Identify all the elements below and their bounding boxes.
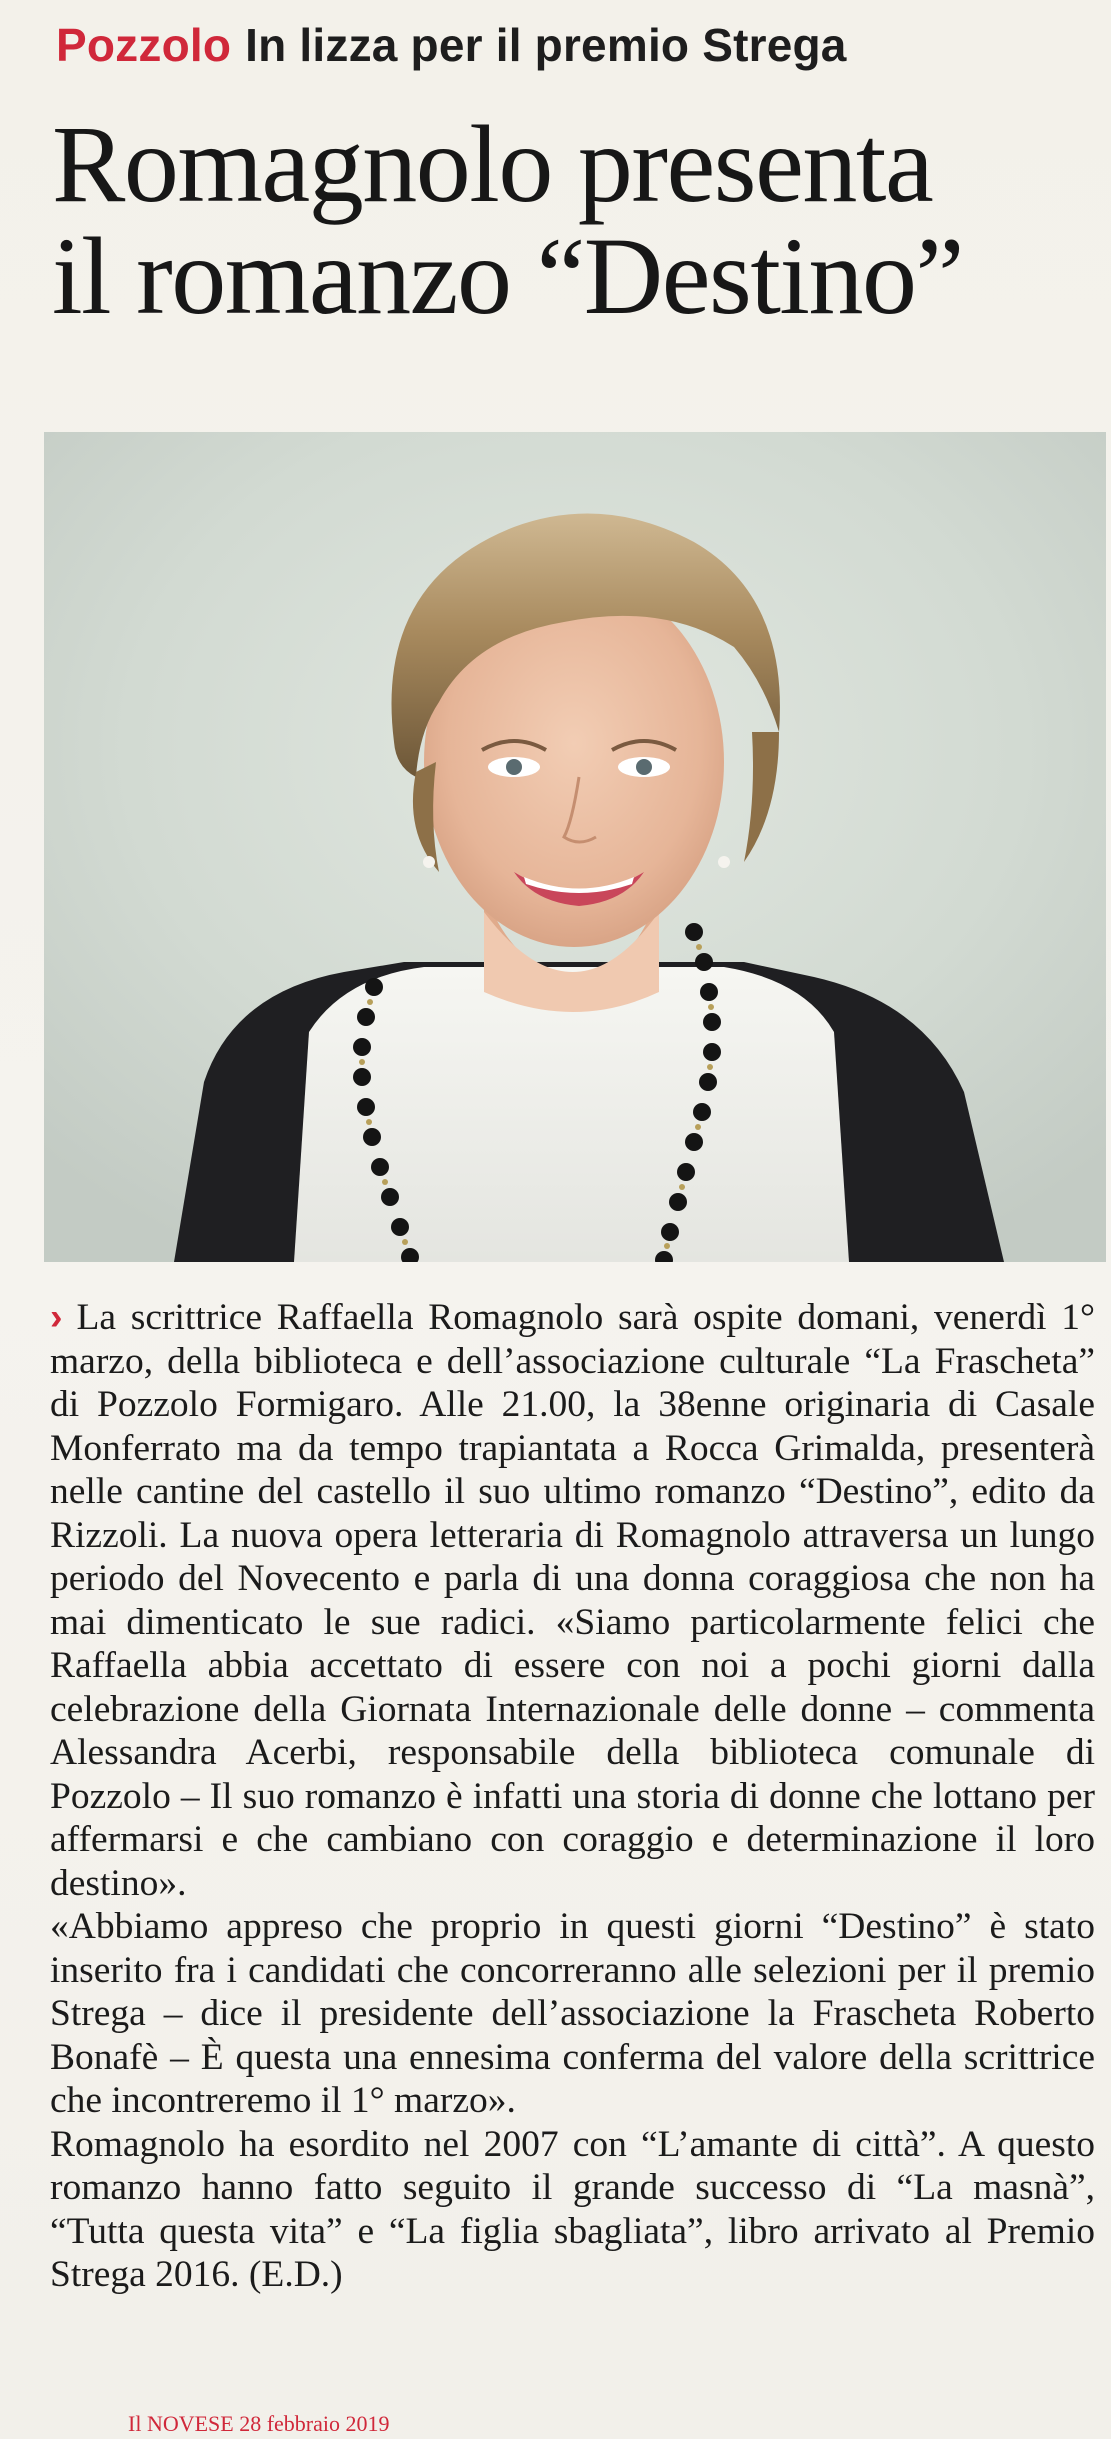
article-paragraph-3: Romagnolo ha esordito nel 2007 con “L’amante di città”. A questo romanzo hanno fatto seguito il grande successo di “La masnà”, “Tutta questa vita” e “La figlia sbagliata”, libro arrivato al Premio Strega 2016. (E.D.) — [50, 2123, 1095, 2295]
article-paragraph-1 — [50, 1295, 1095, 1905]
publication-source: Il NOVESE 28 febbraio 2019 — [128, 2411, 390, 2436]
paragraph-1-text: La scrittrice Raffaella Romagnolo sarà ospite domani, venerdì 1° marzo, della biblioteca e dell’associazione culturale “La Frascheta” di Pozzolo Formigaro. Alle 21.00, la 38enne originaria di Casale Monferrato ma da tempo trapiantata a Rocca Grimalda, presenterà nelle cantine del castello il suo ultimo romanzo “Destino”, edito da Rizzoli. La nuova opera letteraria di Romagnolo attraversa un lungo periodo del Novecento e parla di una donna coraggiosa che non ha mai dimenticato le sue radici. «Siamo particolarmente felici che Raffaella abbia accettato di essere con noi a pochi giorni dalla celebrazione della Giornata Internazionale delle donne – commenta Alessandra Acerbi, responsabile della biblioteca comunale di Pozzolo – Il suo romanzo è infatti una storia di donne che lottano per affermarsi e che cambiano con coraggio e determinazione il loro destino». — [50, 1297, 1095, 1904]
article-paragraph-2: «Abbiamo appreso che proprio in questi giorni “Destino” è stato inserito fra i candidati che concorreranno alle selezioni per il premio Strega – dice il presidente dell’associazione la Frascheta Roberto Bonafè – È questa una ennesima conferma del valore della scrittrice che incontreremo il 1° marzo». — [50, 1906, 1095, 2121]
author-portrait-photo — [44, 432, 1106, 1262]
lead-marker-icon: › — [50, 1295, 63, 1337]
article-body — [50, 1295, 1095, 2297]
article-headline — [52, 103, 1102, 337]
headline-line-1: Romagnolo presenta — [52, 103, 933, 225]
headline-line-2: il romanzo “Destino” — [52, 215, 963, 337]
kicker-place: Pozzolo — [56, 19, 232, 71]
portrait-illustration — [44, 432, 1106, 1262]
kicker-topic: In lizza per il premio Strega — [245, 19, 847, 71]
section-kicker — [56, 18, 847, 72]
